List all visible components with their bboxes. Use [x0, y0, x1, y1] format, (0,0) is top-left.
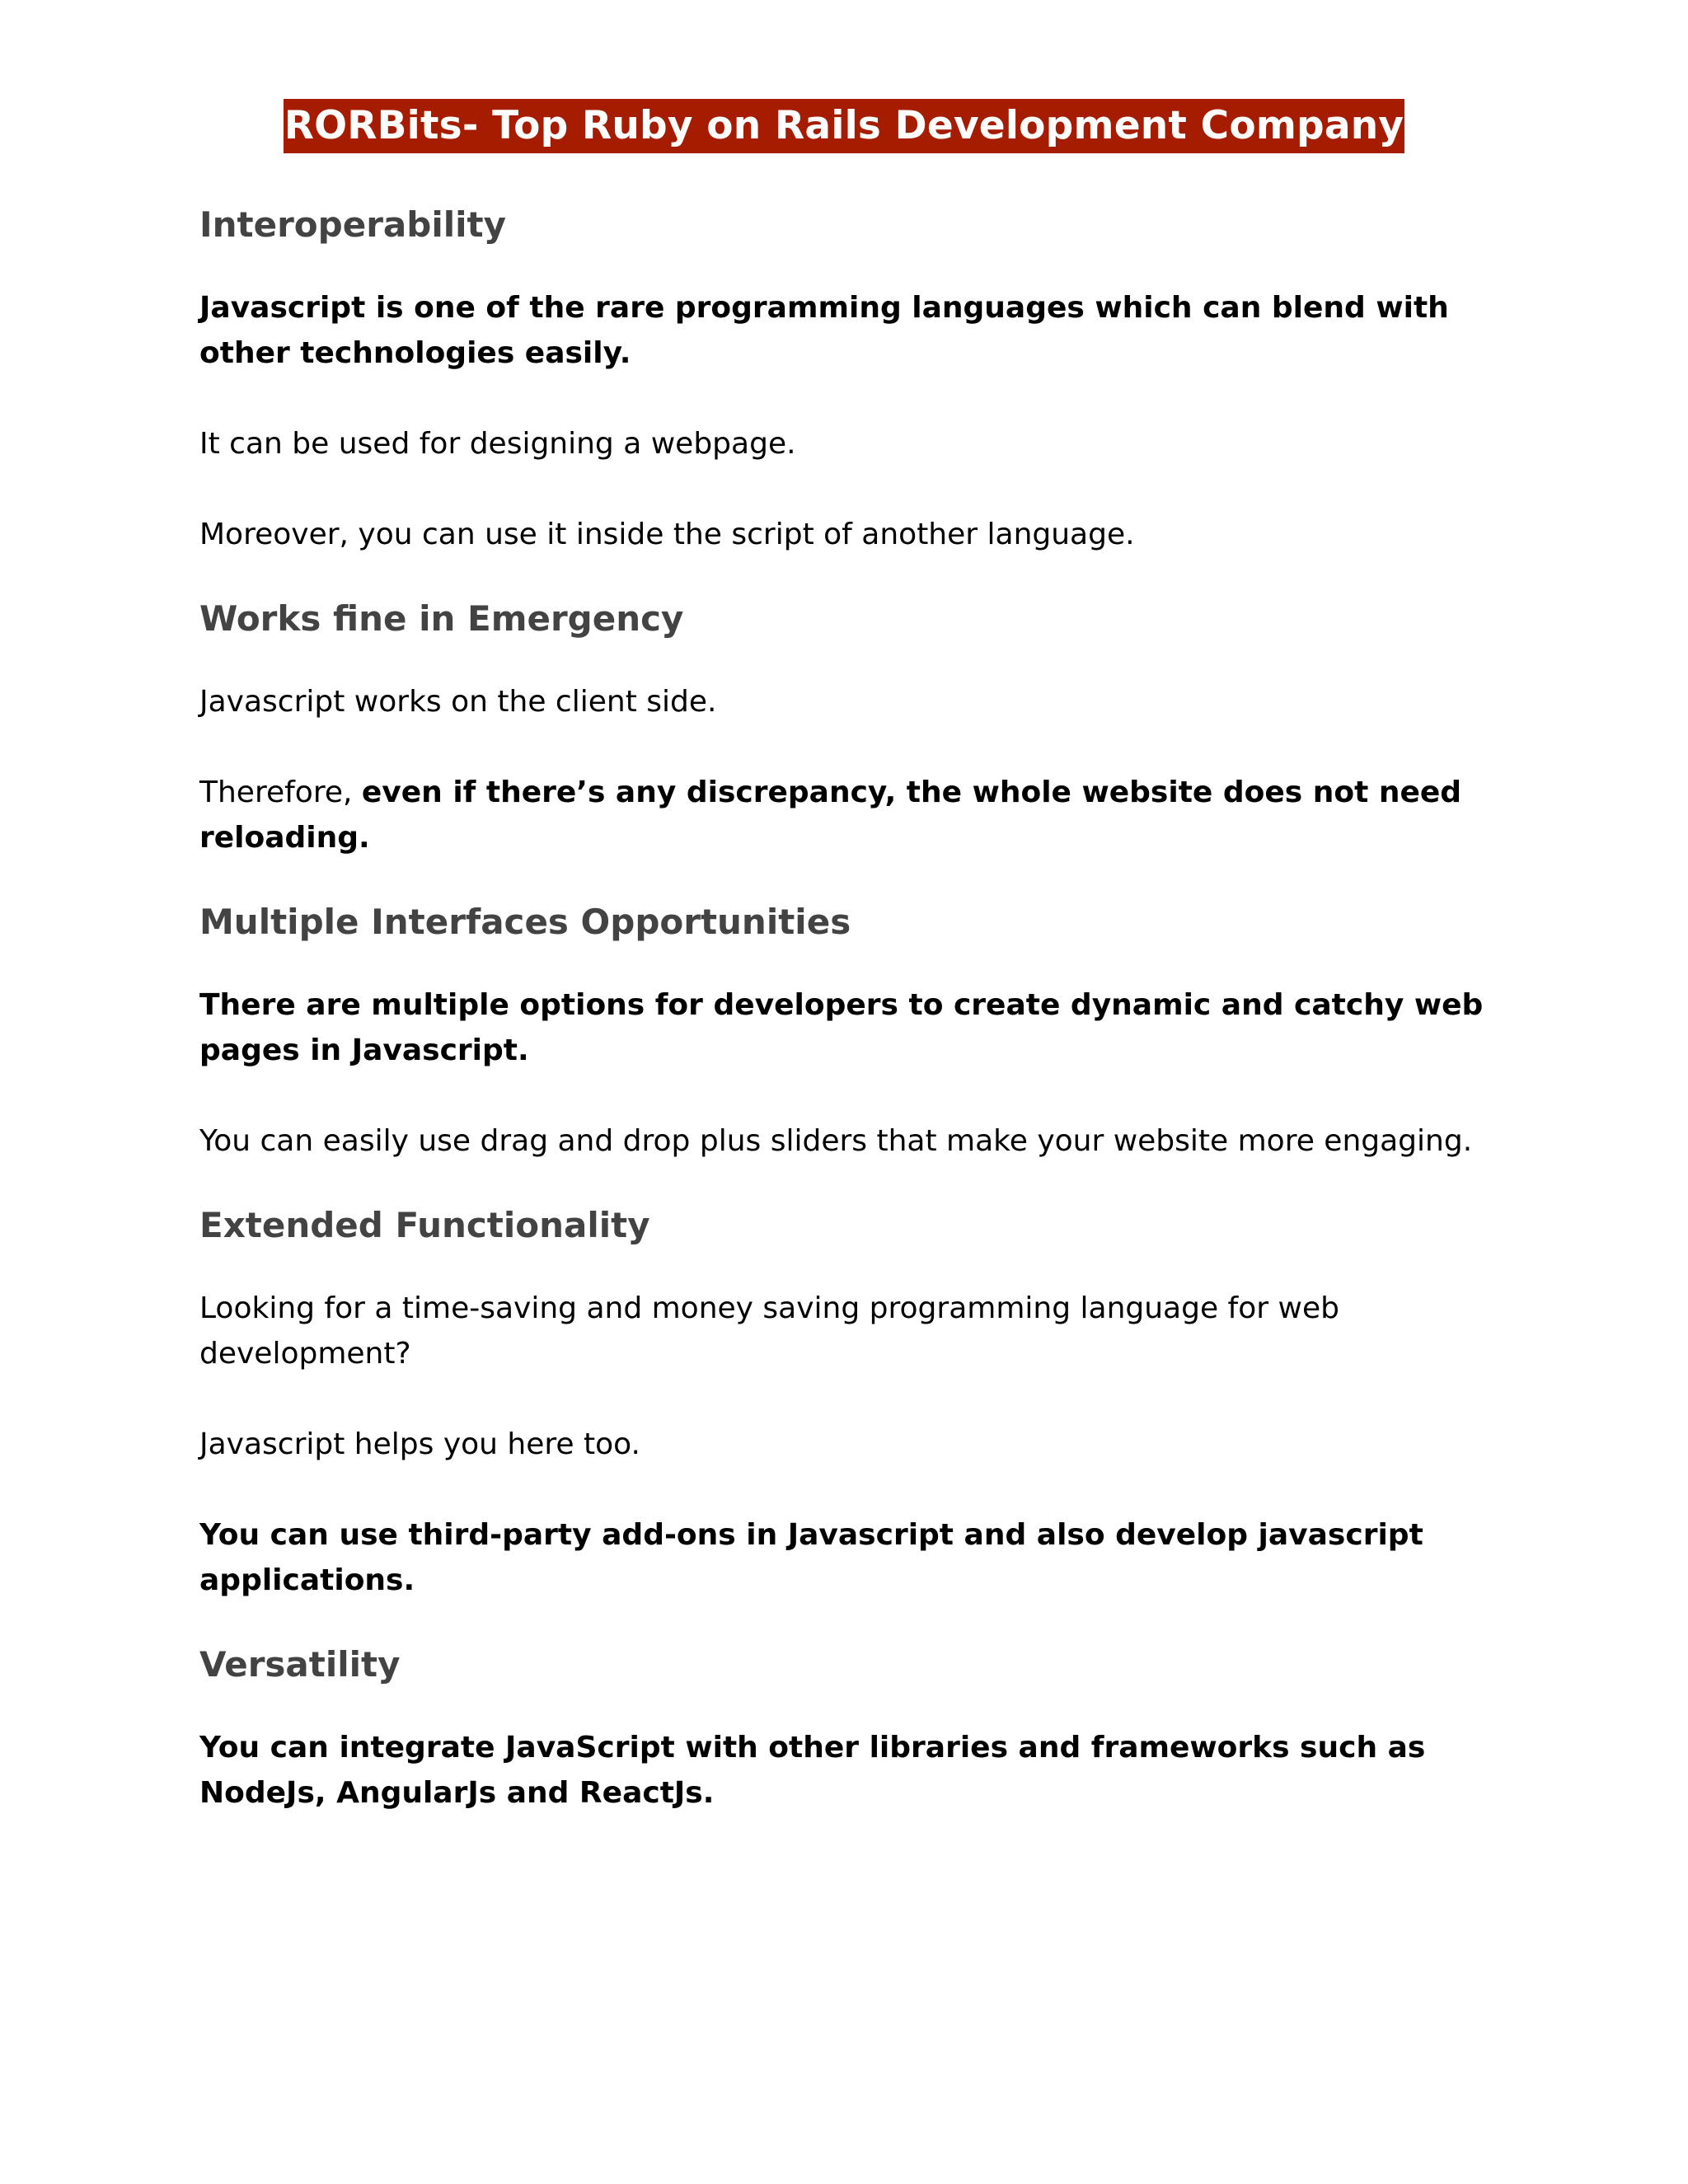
paragraph: It can be used for designing a webpage.	[199, 427, 796, 461]
section-heading-works-fine-in-emergency: Works fine in Emergency	[199, 598, 684, 639]
paragraph	[199, 1512, 1502, 1603]
paragraph: Moreover, you can use it inside the script of another language.	[199, 518, 1135, 551]
paragraph: Javascript helps you here too.	[199, 1427, 640, 1461]
paragraph	[199, 1725, 1502, 1816]
section-heading-extended-functionality: Extended Functionality	[199, 1205, 650, 1245]
bold-text: You can integrate JavaScript with other libraries and frameworks such as NodeJs, AngularJs and ReactJs.	[199, 1731, 1426, 1810]
paragraph: Looking for a time-saving and money saving programming language for web development?	[199, 1291, 1339, 1371]
paragraph: Javascript works on the client side.	[199, 685, 717, 719]
section-heading-interoperability: Interoperability	[199, 204, 506, 245]
document-title: RORBits- Top Ruby on Rails Development Company	[284, 99, 1405, 153]
paragraph	[199, 982, 1502, 1073]
bold-text: even if there’s any discrepancy, the whole website does not need reloading.	[199, 776, 1462, 855]
bold-text: You can use third-party add-ons in Javascript and also develop javascript applications.	[199, 1518, 1423, 1597]
document-body	[199, 194, 1502, 1816]
section-heading-multiple-interfaces: Multiple Interfaces Opportunities	[199, 902, 851, 942]
paragraph: You can easily use drag and drop plus sliders that make your website more engaging.	[199, 1124, 1473, 1158]
bold-text: There are multiple options for developers to create dynamic and catchy web pages in Javascript.	[199, 988, 1484, 1067]
paragraph	[199, 285, 1502, 376]
section-heading-versatility: Versatility	[199, 1644, 401, 1685]
plain-text: Therefore,	[199, 776, 362, 809]
paragraph	[199, 770, 1502, 860]
title-container	[0, 99, 1688, 153]
bold-text: Javascript is one of the rare programming languages which can blend with other technologies easily.	[199, 291, 1449, 370]
